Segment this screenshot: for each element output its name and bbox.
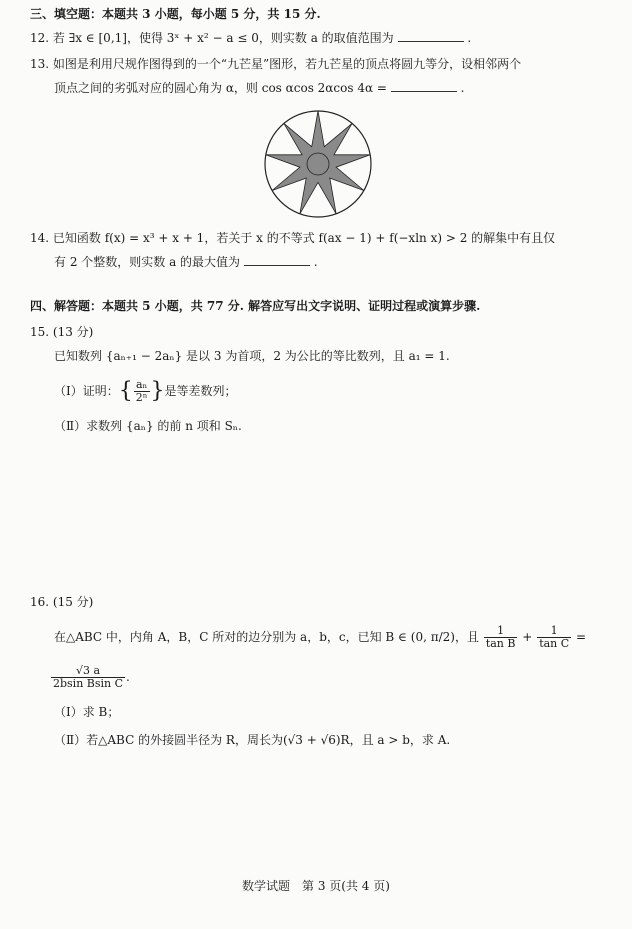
page-footer: 数学试题 第 3 页(共 4 页) (242, 879, 390, 893)
answer-blank (244, 255, 310, 266)
line-1-prefix: 在△ABC 中，内角 A，B，C 所对的边分别为 a，b，c，已知 B ∈ (54, 630, 407, 644)
numerator: √3 a (51, 665, 125, 678)
denominator: tan B (485, 637, 516, 650)
period: . (313, 255, 318, 269)
question-15-header: 15. (13 分) (30, 325, 94, 339)
numerator: 1 (537, 625, 571, 638)
fraction-1-over-tanB (484, 625, 518, 650)
brace-left: { (118, 378, 133, 404)
question-16-line-2 (50, 660, 130, 694)
section-4-heading: 四、解答题：本题共 5 小题，共 77 分. 解答应写出文字说明、证明过程或演算步骤. (30, 299, 481, 313)
question-12 (30, 30, 471, 46)
question-16-part-1: （Ⅰ）求 B； (54, 705, 120, 719)
section-3-heading: 三、填空题：本题共 3 小题，每小题 5 分，共 15 分. (30, 7, 321, 21)
question-12-text: 12. 若 ∃x ∈ [0,1]，使得 3ˣ + x² − a ≤ 0，则实数 a 的取值范围为 (30, 31, 394, 45)
denominator: 2ⁿ (135, 391, 148, 404)
denominator: tan C (539, 637, 570, 650)
question-16-header: 16. (15 分) (30, 595, 94, 609)
answer-blank (398, 31, 464, 42)
question-13-line-2 (54, 80, 464, 96)
numerator: aₙ (134, 379, 150, 392)
fraction-sqrt3a-over-2bsinBsinC (51, 665, 125, 690)
denominator: 2bsin Bsin C (53, 677, 124, 690)
period: . (460, 81, 465, 95)
period: . (126, 670, 130, 684)
fraction-an-over-2n (134, 379, 150, 404)
question-14-line-1: 14. 已知函数 f(x) = x³ + x + 1，若关于 x 的不等式 f(ax − 1) + f(−xln x) > 2 的解集中有且仅 (30, 231, 556, 245)
question-14-text: 有 2 个整数，则实数 a 的最大值为 (54, 255, 241, 269)
question-15-part-1 (54, 374, 237, 409)
brace-right: } (150, 378, 165, 404)
question-13-text: 顶点之间的劣弧对应的圆心角为 α，则 cos αcos 2αcos 4α = (54, 81, 387, 95)
numerator: 1 (484, 625, 518, 638)
question-16-line-1 (54, 620, 586, 654)
plus-sign: + (522, 630, 533, 644)
fraction-1-over-tanC (537, 625, 571, 650)
line-1-mid: ，且 (454, 630, 479, 644)
question-15-part-2: （Ⅱ）求数列 {aₙ} 的前 n 项和 Sₙ. (54, 419, 242, 433)
nine-pointed-star-figure (262, 108, 374, 220)
question-13-line-1: 13. 如图是利用尺规作图得到的一个“九芒星”图形，若九芒星的顶点将圆九等分，设相邻两个 (30, 57, 522, 71)
period: . (467, 31, 472, 45)
interval: (0, π/2) (410, 630, 455, 644)
question-15-intro: 已知数列 {aₙ₊₁ − 2aₙ} 是以 3 为首项，2 为公比的等比数列，且 a₁ = 1. (54, 349, 450, 363)
part-1-suffix: 是等差数列； (164, 384, 237, 398)
equals-sign: = (576, 630, 587, 644)
part-1-prefix: （Ⅰ）证明： (54, 384, 119, 398)
answer-blank (391, 81, 457, 92)
question-14-line-2 (54, 254, 318, 270)
question-16-part-2: （Ⅱ）若△ABC 的外接圆半径为 R，周长为(√3 + √6)R，且 a > b，求 A. (54, 733, 451, 747)
